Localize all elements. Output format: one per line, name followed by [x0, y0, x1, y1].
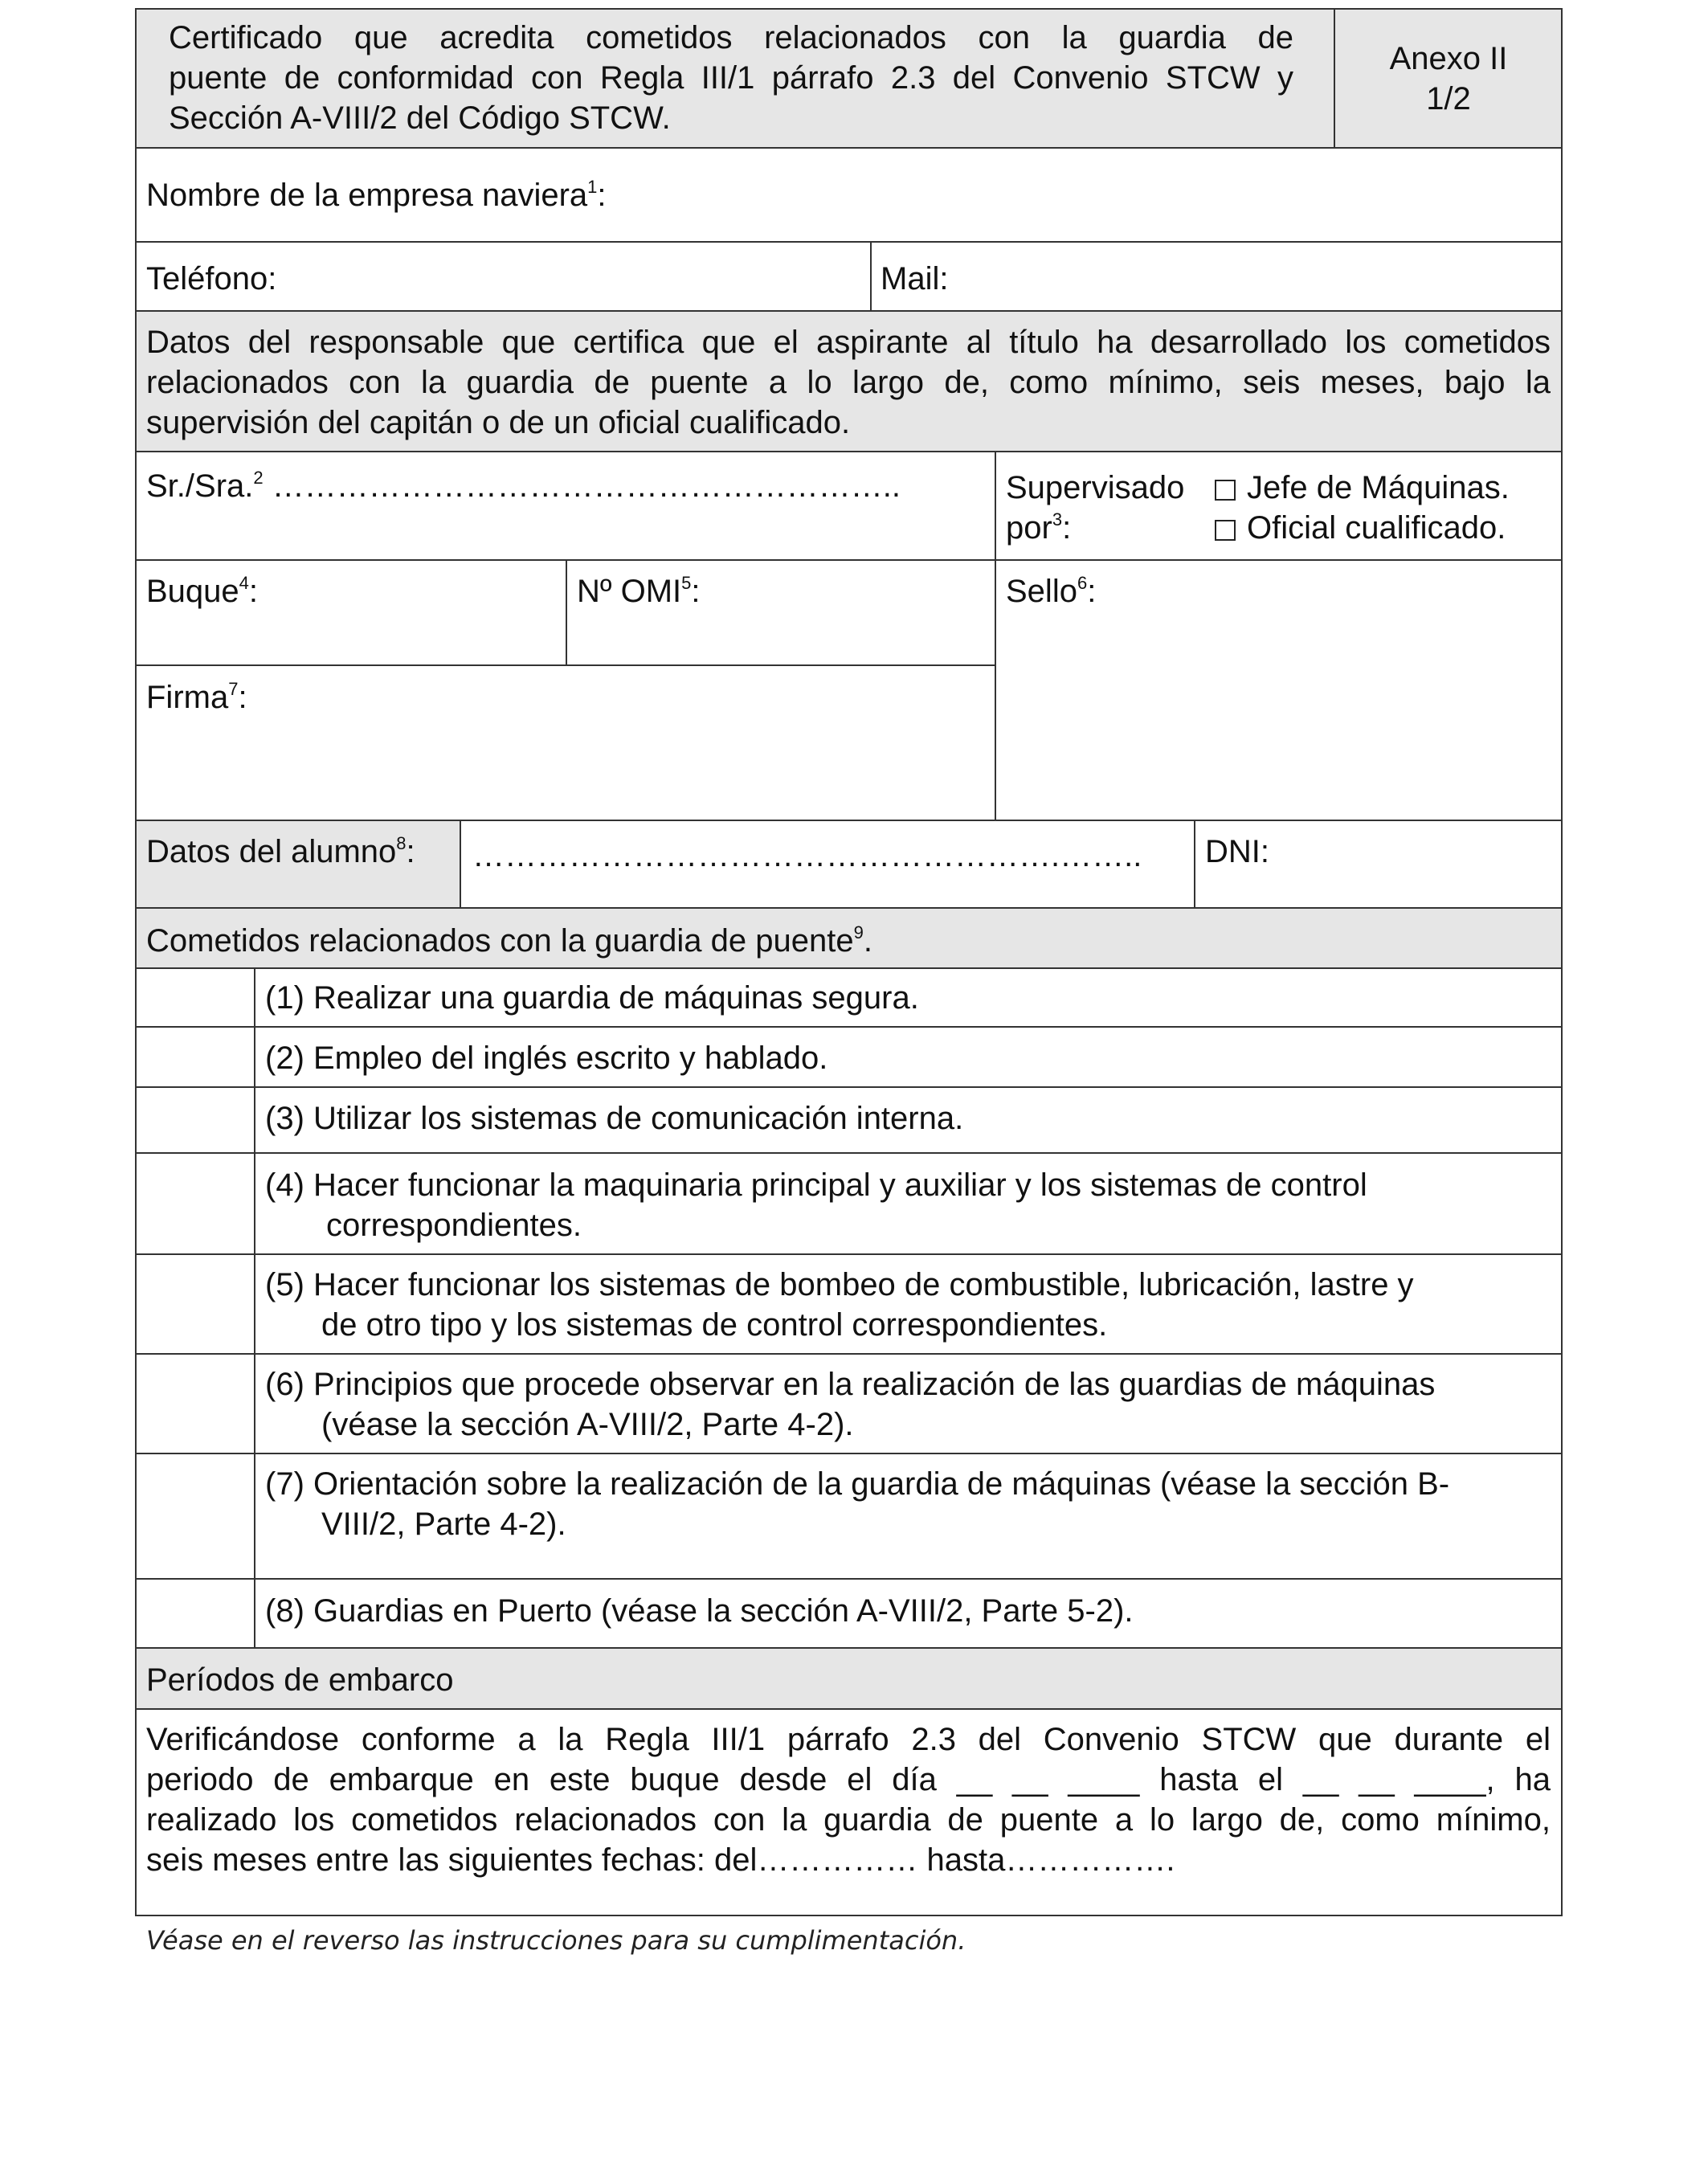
student-name-field[interactable]: [472, 836, 1187, 876]
company-name-field[interactable]: Nombre de la empresa naviera$^1$:: [146, 177, 607, 213]
mail-label: Mail:: [881, 261, 949, 296]
ship-label: Buque: [146, 574, 239, 609]
mail-field[interactable]: [881, 259, 1539, 299]
duty-check-cell-2[interactable]: [137, 1028, 254, 1086]
supervised-footnote-ref: 3: [1052, 509, 1063, 529]
phone-field[interactable]: [146, 259, 853, 299]
embark-line-3: realizado los cometidos relacionados con la guardia de puente a lo largo de, como mínimo,: [146, 1802, 1551, 1838]
checkbox-chief-engineer[interactable]: [1215, 480, 1236, 501]
responsible-line-3: supervisión del capitán o de un oficial cualificado.: [146, 405, 851, 440]
option-chief-engineer-label: Jefe de Máquinas.: [1247, 470, 1510, 505]
certificate-title-line-3: Sección A-VIII/2 del Código STCW.: [169, 100, 671, 136]
duties-footnote-ref: 9: [853, 922, 864, 942]
responsible-line-1: Datos del responsable que certifica que el aspirante al título ha desarrollado los cometidos: [146, 325, 1551, 360]
duty-item-5: (5) Hacer funcionar los sistemas de bombeo de combustible, lubricación, lastre y de otro tipo y los sistemas de control correspondientes.: [265, 1267, 1414, 1343]
duty-item-3: (3) Utilizar los sistemas de comunicación interna.: [265, 1101, 964, 1136]
duty-check-cell-3[interactable]: [137, 1088, 254, 1152]
duty-item-4: (4) Hacer funcionar la maquinaria principal y auxiliar y los sistemas de control correspondientes.: [265, 1167, 1367, 1243]
person-label: Sr./Sra.: [146, 468, 254, 504]
duty-check-cell-4[interactable]: [137, 1154, 254, 1253]
person-dots: …………………………………………………..: [272, 468, 901, 504]
duty-item-8: (8) Guardias en Puerto (véase la sección A-VIII/2, Parte 5-2).: [265, 1593, 1134, 1629]
embark-statement: [146, 1719, 1551, 1880]
certificate-title-line-2: puente de conformidad con Regla III/1 párrafo 2.3 del Convenio STCW y: [169, 60, 1293, 96]
imo-field[interactable]: Nº OMI$^5$:: [577, 573, 701, 609]
duty-item-7: (7) Orientación sobre la realización de la guardia de máquinas (véase la sección B- VIII/2, Parte 4-2).: [265, 1466, 1450, 1542]
certificate-title-line-1: Certificado que acredita cometidos relacionados con la guardia de: [169, 20, 1293, 55]
stamp-field[interactable]: Sello$^6$:: [1006, 573, 1097, 609]
person-name-field[interactable]: [146, 466, 982, 506]
duty-check-cell-6[interactable]: [137, 1355, 254, 1453]
ship-field[interactable]: Buque$^4$:: [146, 573, 259, 609]
responsible-line-2: relacionados con la guardia de puente a lo largo de, como mínimo, seis meses, bajo la: [146, 365, 1551, 400]
embark-line-4: seis meses entre las siguientes fechas: del…………… hasta…………….: [146, 1842, 1175, 1878]
company-footnote-ref: 1: [587, 177, 598, 197]
embark-line-2: periodo de embarque en este buque desde el día __ __ ____ hasta el __ __ ____, ha: [146, 1762, 1551, 1797]
student-footnote-ref: 8: [396, 833, 407, 853]
duty-check-cell-5[interactable]: [137, 1255, 254, 1353]
company-name-label: Nombre de la empresa naviera: [146, 178, 588, 213]
student-dots: ……………………………………………….……..: [472, 838, 1142, 873]
phone-label: Teléfono:: [146, 261, 277, 296]
student-label: Datos del alumno$^8$:: [146, 833, 415, 869]
duty-item-2: (2) Empleo del inglés escrito y hablado.: [265, 1041, 828, 1076]
annex-label: [1335, 39, 1562, 119]
option-qualified-officer-label: Oficial cualificado.: [1247, 510, 1506, 546]
duty-item-1: (1) Realizar una guardia de máquinas segura.: [265, 980, 919, 1016]
option-qualified-officer[interactable]: [1215, 508, 1556, 548]
imo-label: Nº OMI: [577, 574, 682, 609]
duties-header: Cometidos relacionados con la guardia de puente$^9$.: [146, 922, 872, 959]
embark-header: Períodos de embarco: [146, 1662, 454, 1698]
certificate-title: [169, 18, 1293, 138]
annex-page: 1/2: [1426, 81, 1471, 117]
annex-title: Anexo II: [1389, 41, 1508, 76]
instructions-note: Véase en el reverso las instrucciones para su cumplimentación.: [146, 1925, 966, 1956]
duty-check-cell-7[interactable]: [137, 1454, 254, 1578]
option-chief-engineer[interactable]: [1215, 468, 1556, 508]
person-footnote-ref: 2: [253, 468, 264, 488]
stamp-label: Sello: [1006, 574, 1077, 609]
signature-label: Firma: [146, 680, 229, 715]
signature-field[interactable]: Firma$^7$:: [146, 679, 247, 715]
embark-line-1: Verificándose conforme a la Regla III/1 párrafo 2.3 del Convenio STCW que durante el: [146, 1722, 1551, 1757]
responsible-description: [146, 322, 1551, 443]
dni-field[interactable]: [1205, 832, 1551, 872]
supervised-by-label: Supervisado por$^3$:: [1006, 470, 1185, 546]
supervised-options: [1215, 468, 1556, 548]
duty-check-cell-1[interactable]: [137, 969, 254, 1026]
duty-item-6: (6) Principios que procede observar en la realización de las guardias de máquinas (véase la sección A-VIII/2, Parte 4-2).: [265, 1367, 1436, 1442]
dni-label: DNI:: [1205, 834, 1269, 869]
checkbox-qualified-officer[interactable]: [1215, 520, 1236, 541]
duty-check-cell-8[interactable]: [137, 1580, 254, 1647]
